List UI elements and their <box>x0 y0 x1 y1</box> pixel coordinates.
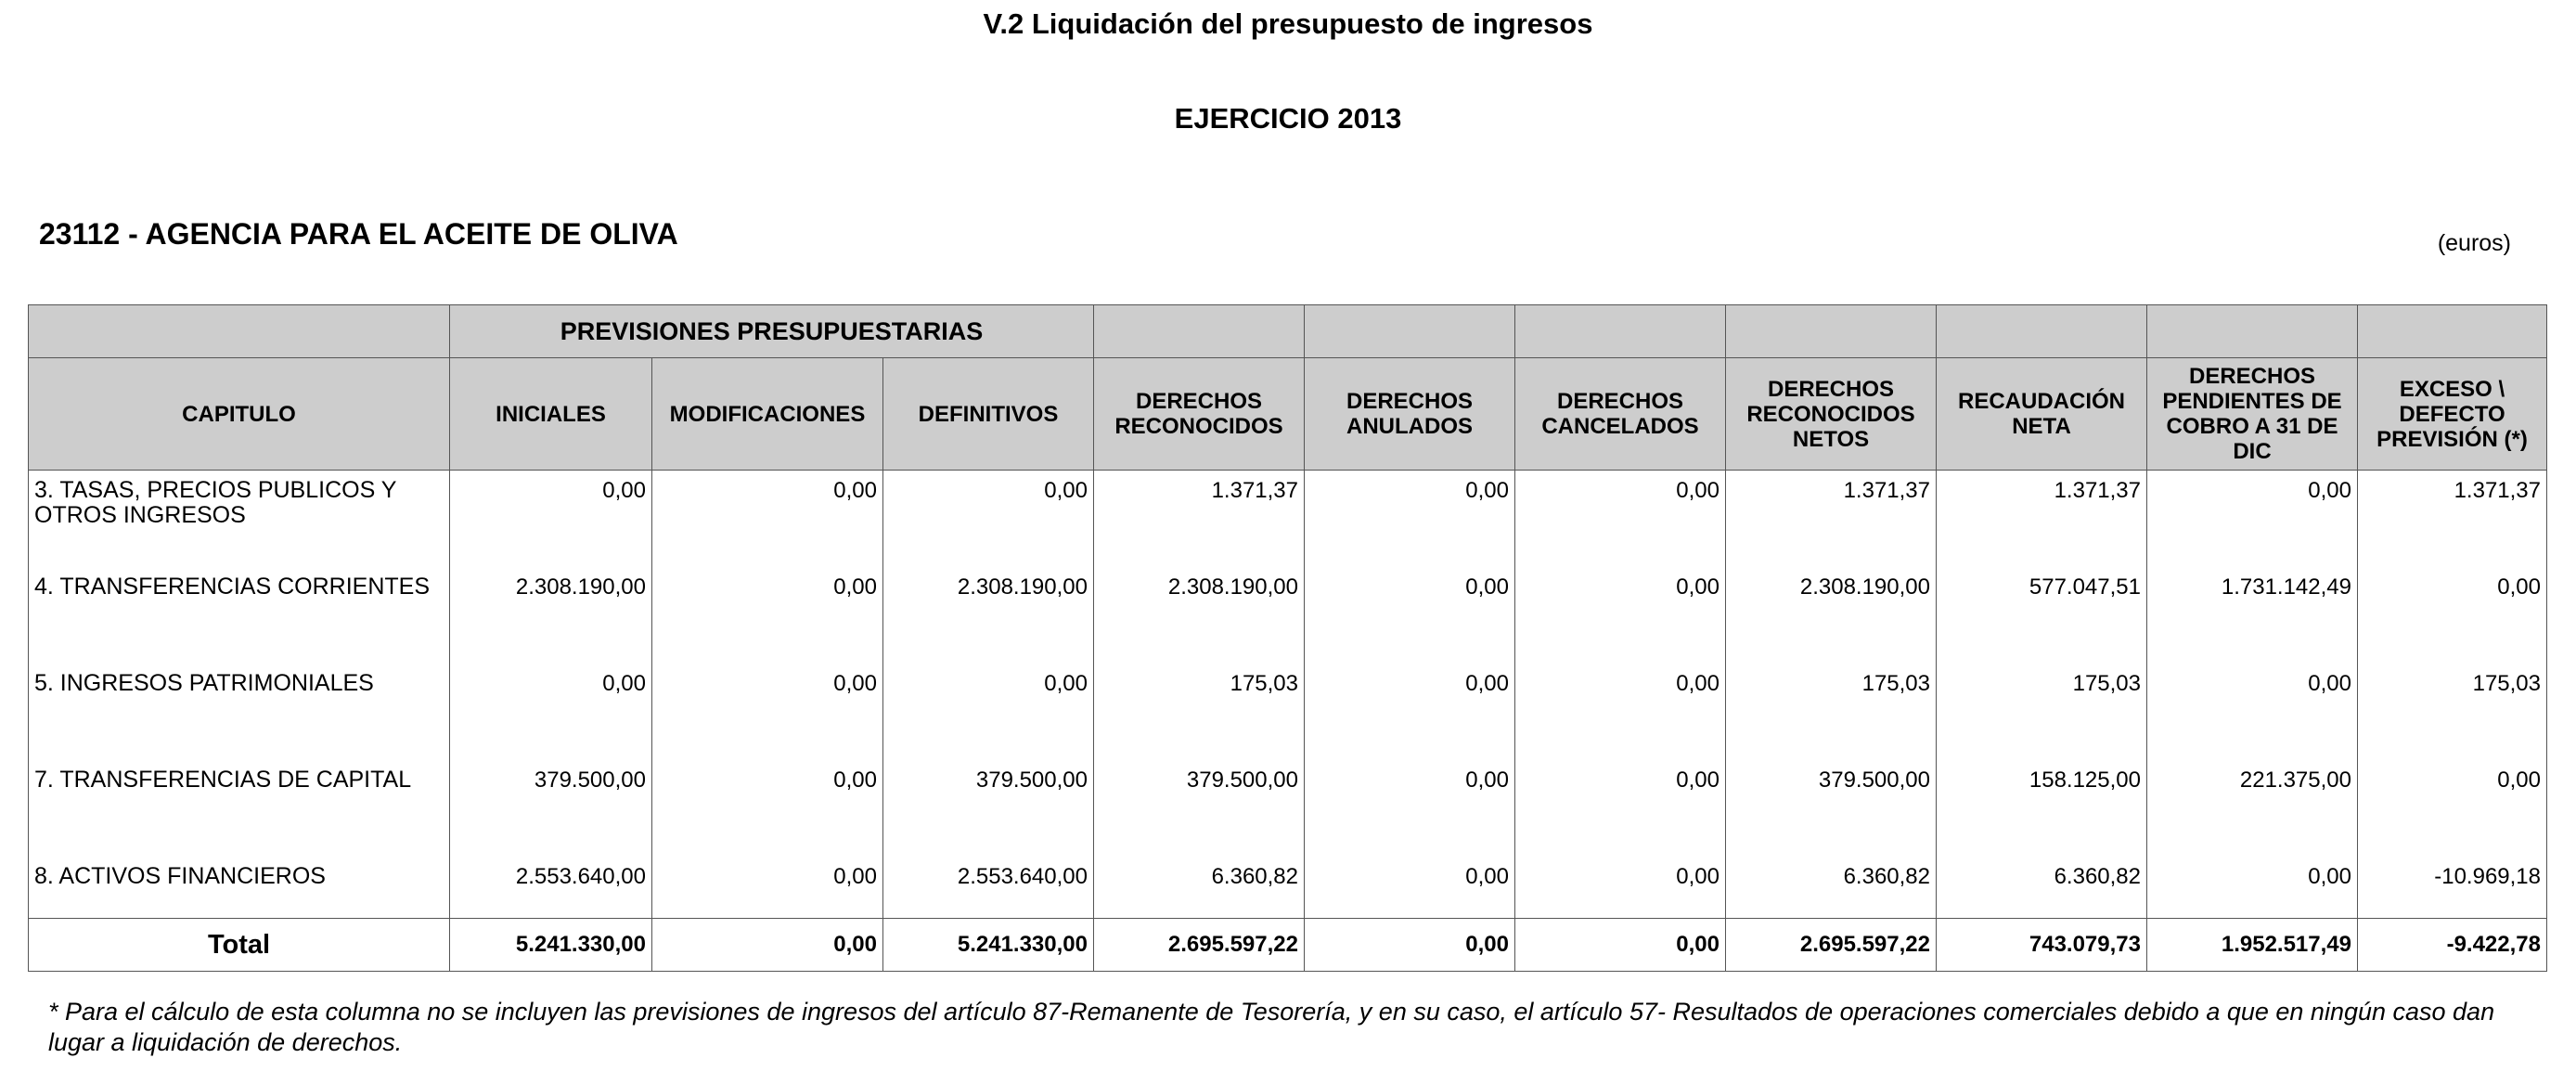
table-cell: 0,00 <box>1515 760 1726 857</box>
row-label: 7. TRANSFERENCIAS DE CAPITAL <box>29 760 450 857</box>
table-cell: 0,00 <box>2147 471 2358 568</box>
table-cell: 1.371,37 <box>1726 471 1937 568</box>
total-cell: 0,00 <box>1305 919 1515 972</box>
group-header-blank <box>1515 305 1726 358</box>
table-cell: 0,00 <box>1305 567 1515 664</box>
table-cell: 2.308.190,00 <box>450 567 652 664</box>
table-cell: 175,03 <box>1094 664 1305 760</box>
table-cell: 0,00 <box>1515 471 1726 568</box>
table-cell: 0,00 <box>883 664 1094 760</box>
table-row <box>29 567 2547 664</box>
table-cell: 0,00 <box>652 664 883 760</box>
group-header-blank <box>2147 305 2358 358</box>
total-cell: 5.241.330,00 <box>883 919 1094 972</box>
row-label: 5. INGRESOS PATRIMONIALES <box>29 664 450 760</box>
fiscal-year-heading: EJERCICIO 2013 <box>1174 102 1402 135</box>
table-cell: 2.553.640,00 <box>450 857 652 919</box>
entity-heading: 23112 - AGENCIA PARA EL ACEITE DE OLIVA <box>39 217 678 251</box>
table-cell: 379.500,00 <box>450 760 652 857</box>
table-cell: 221.375,00 <box>2147 760 2358 857</box>
table-cell: 0,00 <box>652 857 883 919</box>
table-cell: 6.360,82 <box>1937 857 2147 919</box>
table-cell: 0,00 <box>1515 857 1726 919</box>
table-cell: 2.308.190,00 <box>883 567 1094 664</box>
table-row <box>29 760 2547 857</box>
table-cell: 0,00 <box>883 471 1094 568</box>
table-cell: 0,00 <box>450 471 652 568</box>
table-cell: 0,00 <box>1305 760 1515 857</box>
table-cell: -10.969,18 <box>2358 857 2547 919</box>
row-label: 8. ACTIVOS FINANCIEROS <box>29 857 450 919</box>
table-cell: 0,00 <box>1305 857 1515 919</box>
table-cell: 175,03 <box>1726 664 1937 760</box>
table-cell: 0,00 <box>1515 567 1726 664</box>
table-cell: 0,00 <box>652 567 883 664</box>
total-cell: -9.422,78 <box>2358 919 2547 972</box>
table-cell: 175,03 <box>1937 664 2147 760</box>
total-cell: 0,00 <box>1515 919 1726 972</box>
row-label: 3. TASAS, PRECIOS PUBLICOS Y OTROS INGRESOS <box>29 471 450 568</box>
table-cell: 379.500,00 <box>1094 760 1305 857</box>
group-header-blank <box>1937 305 2147 358</box>
column-header-derechos-reconocidos: DERECHOS RECONOCIDOS <box>1094 358 1305 471</box>
page-title: V.2 Liquidación del presupuesto de ingresos <box>983 7 1593 40</box>
table-row <box>29 664 2547 760</box>
table-cell: 577.047,51 <box>1937 567 2147 664</box>
column-header-exceso-defecto: EXCESO \ DEFECTO PREVISIÓN (*) <box>2358 358 2547 471</box>
table-cell: 379.500,00 <box>883 760 1094 857</box>
table-cell: 1.371,37 <box>1937 471 2147 568</box>
table-row <box>29 471 2547 568</box>
table-cell: 0,00 <box>652 471 883 568</box>
group-header-blank <box>1305 305 1515 358</box>
table-cell: 0,00 <box>1305 664 1515 760</box>
column-header-derechos-pendientes: DERECHOS PENDIENTES DE COBRO A 31 DE DIC <box>2147 358 2358 471</box>
group-header-blank <box>1094 305 1305 358</box>
table-cell: 2.553.640,00 <box>883 857 1094 919</box>
table-cell: 2.308.190,00 <box>1094 567 1305 664</box>
table-cell: 0,00 <box>652 760 883 857</box>
footnote: * Para el cálculo de esta columna no se incluyen las previsiones de ingresos del artículo 87-Remanente de Tesorería, y en su caso, el artículo 57- Resultados de operaciones comerciales debido a que en ningún caso dan lugar a liquidación de derechos. <box>48 998 2495 1056</box>
table-cell: 0,00 <box>1305 471 1515 568</box>
column-header-recaudacion-neta: RECAUDACIÓN NETA <box>1937 358 2147 471</box>
column-header-definitivos: DEFINITIVOS <box>883 358 1094 471</box>
units-label: (euros) <box>2437 230 2511 256</box>
group-header-blank <box>2358 305 2547 358</box>
table-cell: 2.308.190,00 <box>1726 567 1937 664</box>
total-cell: 5.241.330,00 <box>450 919 652 972</box>
column-header-derechos-cancelados: DERECHOS CANCELADOS <box>1515 358 1726 471</box>
total-label: Total <box>29 919 450 972</box>
group-header-row <box>29 305 2547 358</box>
total-cell: 0,00 <box>652 919 883 972</box>
row-label: 4. TRANSFERENCIAS CORRIENTES <box>29 567 450 664</box>
table-cell: 1.371,37 <box>2358 471 2547 568</box>
total-cell: 2.695.597,22 <box>1726 919 1937 972</box>
table-cell: 0,00 <box>450 664 652 760</box>
group-header-previsiones: PREVISIONES PRESUPUESTARIAS <box>450 305 1094 358</box>
table-row <box>29 857 2547 919</box>
total-cell: 2.695.597,22 <box>1094 919 1305 972</box>
total-cell: 1.952.517,49 <box>2147 919 2358 972</box>
total-cell: 743.079,73 <box>1937 919 2147 972</box>
table-cell: 379.500,00 <box>1726 760 1937 857</box>
table-cell: 0,00 <box>1515 664 1726 760</box>
table-cell: 0,00 <box>2358 567 2547 664</box>
column-header-derechos-anulados: DERECHOS ANULADOS <box>1305 358 1515 471</box>
table-cell: 6.360,82 <box>1094 857 1305 919</box>
column-header-capitulo: CAPITULO <box>29 358 450 471</box>
table-cell: 0,00 <box>2358 760 2547 857</box>
table-cell: 0,00 <box>2147 857 2358 919</box>
group-header-blank <box>1726 305 1937 358</box>
column-header-derechos-reconocidos-netos: DERECHOS RECONOCIDOS NETOS <box>1726 358 1937 471</box>
table-cell: 1.371,37 <box>1094 471 1305 568</box>
table-cell: 175,03 <box>2358 664 2547 760</box>
column-header-iniciales: INICIALES <box>450 358 652 471</box>
group-header-blank <box>29 305 450 358</box>
column-header-row <box>29 358 2547 471</box>
table-cell: 0,00 <box>2147 664 2358 760</box>
column-header-modificaciones: MODIFICACIONES <box>652 358 883 471</box>
table-cell: 6.360,82 <box>1726 857 1937 919</box>
revenue-budget-table <box>28 304 2547 972</box>
table-cell: 1.731.142,49 <box>2147 567 2358 664</box>
table-cell: 158.125,00 <box>1937 760 2147 857</box>
total-row <box>29 919 2547 972</box>
